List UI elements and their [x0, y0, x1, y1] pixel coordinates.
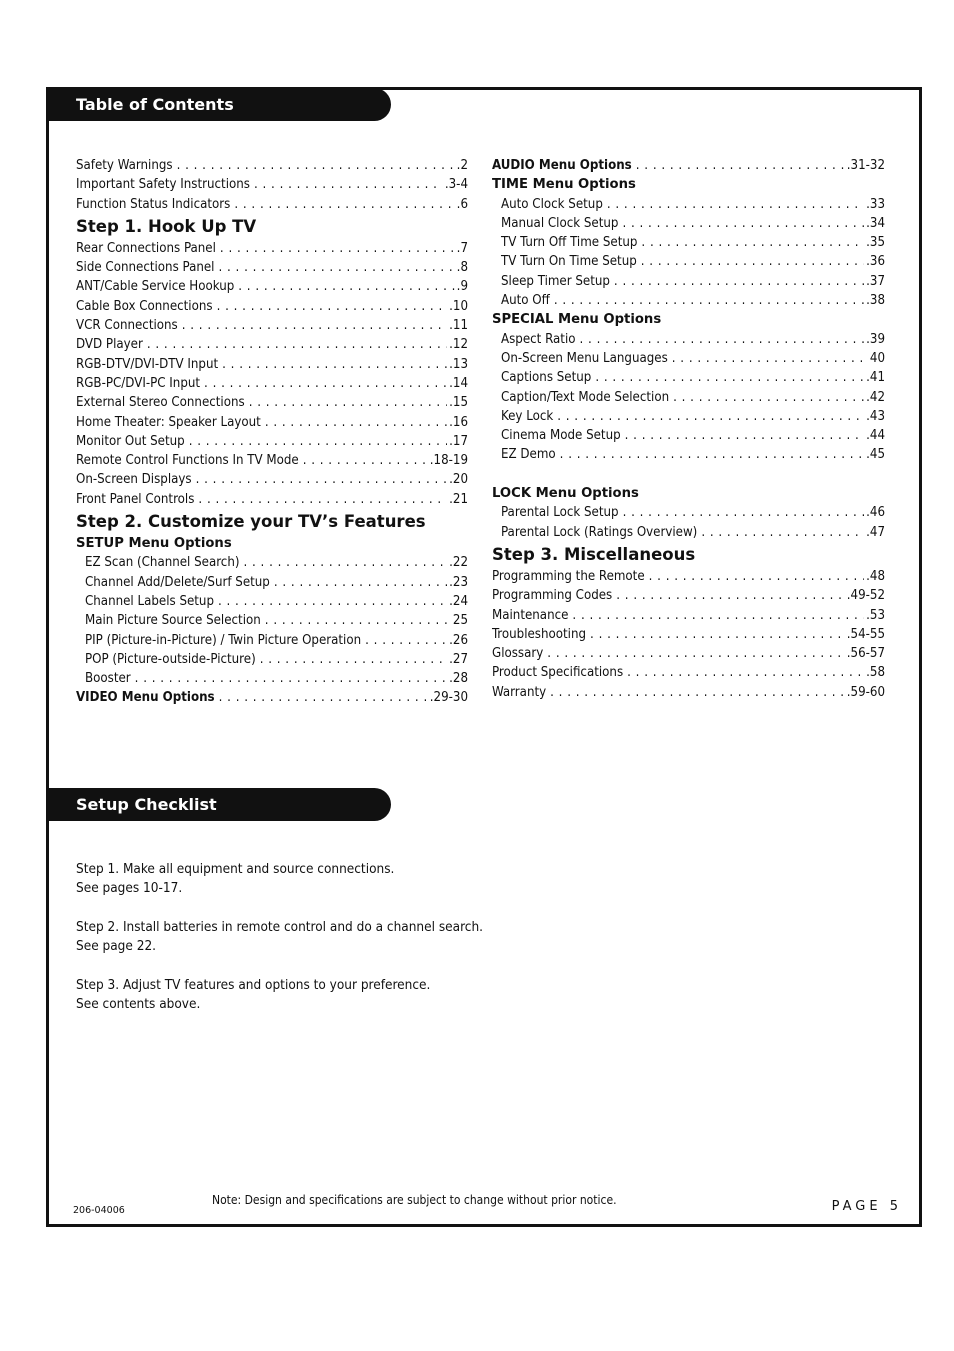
toc-entry-title: Channel Add/Delete/Surf Setup	[85, 574, 270, 590]
toc-entry-title: RGB-PC/DVI-PC Input	[76, 375, 201, 391]
dot-leader	[182, 316, 447, 335]
dot-leader	[560, 445, 864, 464]
dot-leader	[616, 586, 845, 605]
toc-left-column	[76, 156, 468, 708]
toc-step-heading: Step 1. Hook Up TV	[76, 216, 257, 236]
toc-entry-title: Remote Control Functions In TV Mode	[76, 453, 299, 469]
toc-entry	[76, 277, 468, 296]
toc-entry-title: Main Picture Source Selection	[85, 613, 261, 629]
footer-note: Note: Design and specifications are subject to change without prior notice.	[212, 1193, 617, 1207]
checklist-step-ref: See page 22.	[76, 938, 157, 955]
toc-entry-title: VCR Connections	[76, 318, 178, 334]
checklist-step-2	[76, 918, 483, 957]
toc-entry-page: .37	[866, 273, 885, 289]
toc-entry	[76, 355, 468, 374]
toc-entry-title: VIDEO Menu Options	[76, 690, 215, 706]
toc-entry-page: .8	[456, 260, 468, 276]
dot-leader	[218, 258, 454, 277]
toc-step-heading: Step 3. Miscellaneous	[492, 544, 696, 564]
toc-entry	[76, 335, 468, 354]
toc-entry-title: Maintenance	[492, 607, 569, 623]
toc-entry-page: .36	[866, 254, 885, 270]
toc-entry-title: DVD Player	[76, 337, 143, 353]
toc-entry-page: .26	[449, 632, 468, 648]
page-number: PAGE 5	[831, 1199, 902, 1214]
dot-leader	[265, 413, 447, 432]
dot-leader	[147, 335, 447, 354]
toc-entry-page: .42	[866, 389, 885, 405]
toc-entry-title: Home Theater: Speaker Layout	[76, 414, 261, 430]
spacer	[492, 465, 885, 484]
toc-entry-page: .22	[449, 555, 468, 571]
toc-entry-title: Function Status Indicators	[76, 196, 231, 212]
toc-entry-title: RGB-DTV/DVI-DTV Input	[76, 356, 219, 372]
toc-entry	[76, 258, 468, 277]
toc-entry	[492, 567, 885, 586]
toc-entry-page: .49-52	[846, 588, 885, 604]
toc-entry	[492, 426, 885, 445]
toc-entry	[76, 432, 468, 451]
toc-entry-page: .27	[449, 651, 468, 667]
toc-entry	[492, 252, 885, 271]
toc-entry-title: Warranty	[492, 684, 547, 700]
toc-entry	[76, 297, 468, 316]
toc-entry	[492, 368, 885, 387]
document-number: 206-04006	[73, 1205, 125, 1216]
toc-entry-title: TV Turn Off Time Setup	[501, 235, 638, 251]
dot-leader	[641, 252, 864, 271]
toc-entry-title: EZ Demo	[501, 447, 556, 463]
toc-entry	[492, 156, 885, 175]
toc-entry-page: .58	[866, 665, 885, 681]
dot-leader	[243, 553, 447, 572]
dot-leader	[672, 349, 868, 368]
toc-entry-title: Important Safety Instructions	[76, 177, 250, 193]
toc-entry-title: Front Panel Controls	[76, 491, 195, 507]
dot-leader	[220, 239, 455, 258]
toc-entry-title: Programming the Remote	[492, 568, 645, 584]
toc-entry-page: .2	[456, 158, 468, 173]
toc-entry-page: .18-19	[429, 453, 468, 469]
toc-entry-title: Auto Off	[501, 293, 550, 309]
toc-entry-page: .54-55	[846, 626, 885, 642]
toc-header: Table of Contents	[48, 88, 391, 121]
toc-entry	[76, 175, 468, 194]
dot-leader	[614, 272, 864, 291]
toc-entry-page: .11	[449, 318, 468, 334]
dot-leader	[196, 470, 448, 489]
toc-entry	[76, 316, 468, 335]
toc-entry-page: .29-30	[429, 690, 468, 706]
toc-entry	[492, 330, 885, 349]
toc-entry	[492, 523, 885, 542]
toc-entry-page: .23	[449, 574, 468, 590]
toc-entry-title: Captions Setup	[501, 370, 592, 386]
toc-entry-title: Auto Clock Setup	[501, 196, 603, 212]
toc-entry	[76, 553, 468, 572]
toc-entry	[492, 349, 885, 368]
toc-entry-title: Monitor Out Setup	[76, 433, 185, 449]
toc-entry-page: .7	[456, 240, 468, 256]
toc-entry-title: Aspect Ratio	[501, 331, 576, 347]
toc-entry-page: .48	[866, 568, 885, 584]
dot-leader	[218, 592, 447, 611]
dot-leader	[557, 407, 864, 426]
toc-entry-page: .12	[449, 337, 468, 353]
toc-entry	[76, 650, 468, 669]
dot-leader	[260, 650, 447, 669]
dot-leader	[547, 644, 844, 663]
checklist-step-text: Step 1. Make all equipment and source connections.	[76, 861, 395, 877]
dot-leader	[249, 393, 447, 412]
toc-entry	[492, 407, 885, 426]
toc-entry	[76, 413, 468, 432]
toc-entry-title: POP (Picture-outside-Picture)	[85, 651, 256, 667]
toc-entry-page: .39	[866, 331, 885, 347]
toc-entry	[76, 592, 468, 611]
checklist-step-ref: See pages 10-17.	[76, 880, 183, 897]
toc-entry-title: Channel Labels Setup	[85, 593, 214, 609]
toc-entry	[76, 688, 468, 707]
setup-checklist-header: Setup Checklist	[48, 788, 391, 821]
toc-entry-page: .43	[866, 408, 885, 424]
toc-entry-title: Programming Codes	[492, 588, 613, 604]
toc-entry-page: .20	[449, 472, 468, 488]
toc-entry	[492, 272, 885, 291]
toc-entry-title: Cable Box Connections	[76, 298, 213, 314]
toc-entry-page: .3-4	[444, 177, 468, 193]
toc-entry-page: .31-32	[846, 158, 885, 173]
toc-subheading: SPECIAL Menu Options	[492, 312, 662, 328]
dot-leader	[554, 291, 864, 310]
dot-leader	[595, 368, 864, 387]
toc-entry	[492, 503, 885, 522]
toc-entry-page: .46	[866, 505, 885, 521]
toc-entry-title: Manual Clock Setup	[501, 215, 619, 231]
dot-leader	[550, 683, 845, 702]
dot-leader	[590, 625, 845, 644]
toc-entry-page: 25	[452, 613, 468, 629]
toc-entry	[76, 195, 468, 214]
toc-entry-title: Glossary	[492, 646, 544, 662]
toc-entry	[492, 445, 885, 464]
dot-leader	[673, 388, 864, 407]
toc-entry	[492, 644, 885, 663]
dot-leader	[274, 573, 447, 592]
toc-entry-page: .59-60	[846, 684, 885, 700]
checklist-step-text: Step 3. Adjust TV features and options to your preference.	[76, 976, 431, 993]
dot-leader	[607, 195, 864, 214]
toc-entry-page: .24	[449, 593, 468, 609]
toc-entry-title: Parental Lock Setup	[501, 505, 619, 521]
checklist-step-3	[76, 976, 483, 1015]
dot-leader	[265, 611, 451, 630]
toc-entry	[76, 393, 468, 412]
toc-entry-page: 40	[869, 350, 885, 366]
toc-entry-title: PIP (Picture-in-Picture) / Twin Picture Operation	[85, 632, 362, 648]
toc-entry-title: AUDIO Menu Options	[492, 158, 632, 173]
dot-leader	[636, 156, 845, 175]
dot-leader	[254, 175, 443, 194]
checklist-step-text: Step 2. Install batteries in remote control and do a channel search.	[76, 918, 484, 935]
toc-entry-page: .6	[456, 196, 468, 212]
toc-entry	[76, 490, 468, 509]
dot-leader	[189, 432, 447, 451]
checklist-step-ref: See contents above.	[76, 996, 201, 1013]
toc-entry	[492, 195, 885, 214]
toc-entry	[76, 239, 468, 258]
dot-leader	[234, 195, 454, 214]
checklist-step-1	[76, 860, 483, 899]
toc-subheading: LOCK Menu Options	[492, 486, 639, 502]
toc-entry-page: .10	[449, 298, 468, 314]
dot-leader	[627, 663, 864, 682]
toc-entry	[492, 214, 885, 233]
toc-entry-page: .15	[449, 395, 468, 411]
toc-entry-title: Key Lock	[501, 408, 554, 424]
toc-entry	[76, 573, 468, 592]
toc-entry-page: .33	[866, 196, 885, 212]
dot-leader	[623, 503, 865, 522]
toc-entry-title: Cinema Mode Setup	[501, 428, 621, 444]
toc-entry-page: .53	[866, 607, 885, 623]
toc-entry	[492, 625, 885, 644]
toc-entry-title: ANT/Cable Service Hookup	[76, 279, 235, 295]
dot-leader	[303, 451, 428, 470]
toc-entry	[76, 470, 468, 489]
toc-entry-title: Parental Lock (Ratings Overview)	[501, 524, 698, 540]
dot-leader	[649, 567, 864, 586]
toc-right-column	[492, 156, 885, 702]
toc-entry-title: EZ Scan (Channel Search)	[85, 555, 240, 571]
toc-entry-title: Troubleshooting	[492, 626, 587, 642]
dot-leader	[177, 156, 455, 175]
dot-leader	[238, 277, 454, 296]
toc-entry-page: .56-57	[846, 646, 885, 662]
toc-step-heading: Step 2. Customize your TV’s Features	[76, 512, 426, 532]
dot-leader	[580, 330, 865, 349]
toc-subheading: TIME Menu Options	[492, 177, 636, 193]
dot-leader	[572, 606, 864, 625]
toc-entry-page: .13	[449, 356, 468, 372]
toc-entry-title: On-Screen Menu Languages	[501, 350, 668, 366]
toc-entry	[492, 683, 885, 702]
dot-leader	[622, 214, 864, 233]
toc-entry-page: .41	[866, 370, 885, 386]
dot-leader	[219, 688, 428, 707]
toc-entry-title: TV Turn On Time Setup	[501, 254, 637, 270]
toc-entry-page: .9	[456, 279, 468, 295]
toc-entry-page: .21	[449, 491, 468, 507]
dot-leader	[135, 669, 447, 688]
toc-entry-page: .34	[866, 215, 885, 231]
toc-entry-title: Sleep Timer Setup	[501, 273, 610, 289]
dot-leader	[222, 355, 447, 374]
toc-entry-title: Safety Warnings	[76, 158, 173, 173]
toc-entry	[76, 156, 468, 175]
toc-entry-page: .14	[449, 375, 468, 391]
toc-entry	[76, 669, 468, 688]
dot-leader	[365, 631, 447, 650]
dot-leader	[641, 233, 864, 252]
toc-entry-title: On-Screen Displays	[76, 472, 192, 488]
toc-entry	[492, 291, 885, 310]
dot-leader	[217, 297, 448, 316]
toc-entry-page: .47	[866, 524, 885, 540]
toc-entry	[76, 631, 468, 650]
toc-entry	[76, 611, 468, 630]
toc-entry	[76, 451, 468, 470]
dot-leader	[204, 374, 447, 393]
toc-entry-page: .35	[866, 235, 885, 251]
toc-entry	[492, 388, 885, 407]
toc-entry	[492, 663, 885, 682]
toc-entry-title: External Stereo Connections	[76, 395, 245, 411]
toc-entry-page: .44	[866, 428, 885, 444]
toc-entry-page: .17	[449, 433, 468, 449]
toc-entry	[492, 586, 885, 605]
toc-entry-page: .38	[866, 293, 885, 309]
toc-entry	[76, 374, 468, 393]
dot-leader	[701, 523, 864, 542]
toc-entry	[492, 606, 885, 625]
toc-subheading: SETUP Menu Options	[76, 536, 232, 552]
dot-leader	[625, 426, 864, 445]
toc-entry-title: Booster	[85, 671, 131, 687]
toc-entry-title: Rear Connections Panel	[76, 240, 216, 256]
toc-entry-title: Side Connections Panel	[76, 260, 215, 276]
toc-entry-page: .16	[449, 414, 468, 430]
toc-entry-page: .28	[449, 671, 468, 687]
dot-leader	[198, 490, 447, 509]
toc-entry-title: Product Specifications	[492, 665, 624, 681]
toc-entry	[492, 233, 885, 252]
toc-entry-title: Caption/Text Mode Selection	[501, 389, 670, 405]
toc-entry-page: .45	[866, 447, 885, 463]
setup-checklist	[76, 860, 483, 1034]
